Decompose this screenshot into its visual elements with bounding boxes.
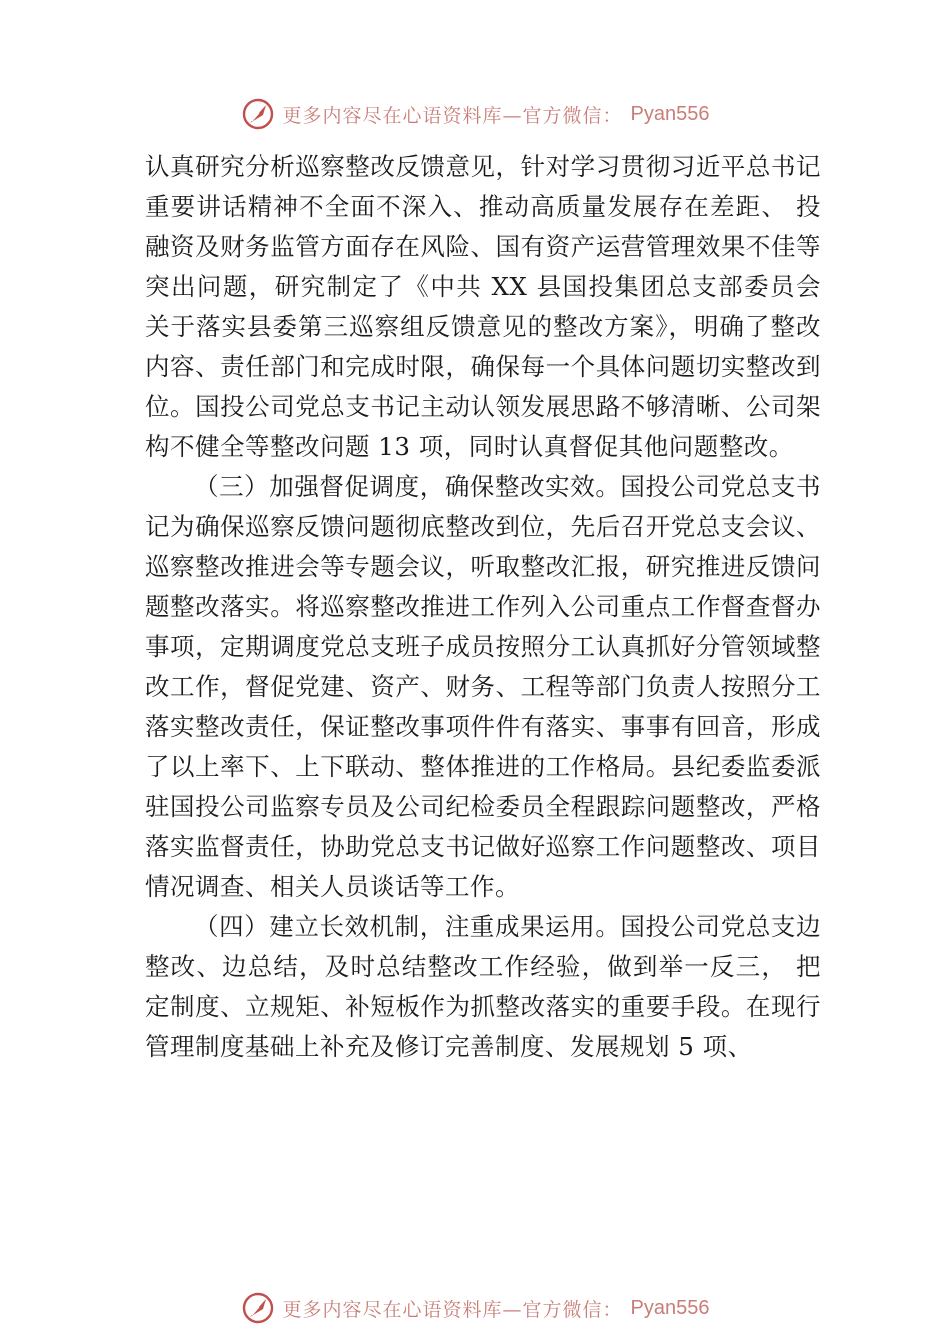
watermark-account: Pyan556: [630, 1296, 710, 1319]
watermark-text: 更多内容尽在心语资料库—官方微信：: [282, 1298, 623, 1321]
watermark-text: 更多内容尽在心语资料库—官方微信：: [282, 104, 623, 127]
paragraph-section-3: （三）加强督促调度，确保整改实效。国投公司党总支书记为确保巡察反馈问题彻底整改到位，先后召开党总支会议、巡察整改推进会等专题会议，听取整改汇报，研究推进反馈问题整改落实。将巡察整改推进工作列入公司重点工作督查督办事项，定期调度党总支班子成员按照分工认真抓好分管领域整改工作，督促党建、资产、财务、工程等部门负责人按照分工落实整改责任，保证整改事项件件有落实、事事有回音，形成了以上率下、上下联动、整体推进的工作格局。县纪委监委派驻国投公司监察专员及公司纪检委员全程跟踪问题整改，严格落实监督责任，协助党总支书记做好巡察工作问题整改、项目情况调查、相关人员谈话等工作。: [145, 472, 821, 901]
quill-logo-icon: [241, 1291, 275, 1325]
watermark-account: Pyan556: [630, 102, 710, 125]
paragraph-continuation: 认真研究分析巡察整改反馈意见，针对学习贯彻习近平总书记重要讲话精神不全面不深入、推动高质量发展存在差距、 投融资及财务监管方面存在风险、国有资产运营管理效果不佳等突出问题，研究制定了《中共 XX 县国投集团总支部委员会关于落实县委第三巡察组反馈意见的整改方案》，明确了整改内容、责任部门和完成时限，确保每一个具体问题切实整改到位。国投公司党总支书记主动认领发展思路不够清晰、公司架构不健全等整改问题 13 项，同时认真督促其他问题整改。: [145, 152, 821, 461]
header-watermark: [0, 94, 950, 134]
document-body: [145, 147, 821, 1067]
paragraph-section-4: （四）建立长效机制，注重成果运用。国投公司党总支边整改、边总结，及时总结整改工作经验，做到举一反三， 把定制度、立规矩、补短板作为抓整改落实的重要手段。在现行管理制度基础上补充及修订完善制度、发展规划 5 项、: [145, 912, 821, 1061]
footer-watermark: [0, 1288, 950, 1328]
quill-logo-icon: [241, 97, 275, 131]
